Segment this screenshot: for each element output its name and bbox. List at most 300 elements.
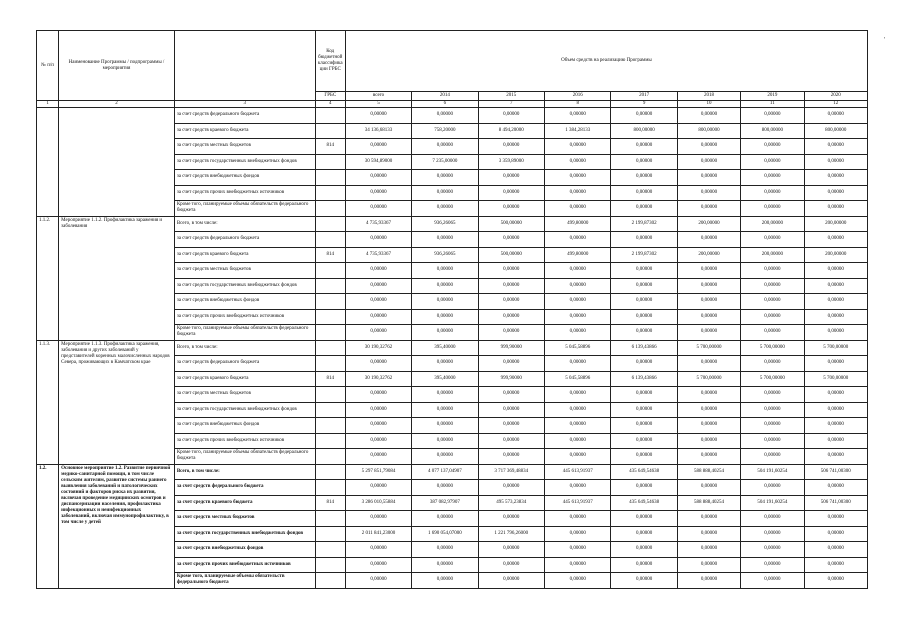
item-description: Мероприятие 1.1.2. Профилактика заражения и заболевания	[59, 216, 175, 340]
year-value: 0,00000	[412, 387, 478, 403]
year-value: 0,00000	[804, 185, 867, 201]
year-value: 0,00000	[545, 154, 611, 170]
table-body	[37, 108, 868, 589]
year-value: 0,00000	[677, 402, 740, 418]
year-value: 0,00000	[677, 449, 740, 465]
year-value: 0,00000	[611, 232, 677, 248]
year-value: 999,90000	[478, 340, 544, 356]
year-value: 0,00000	[677, 154, 740, 170]
year-value: 0,00000	[611, 573, 677, 589]
year-value: 435 649,54638	[611, 464, 677, 480]
year-value: 0,00000	[545, 170, 611, 186]
total-value: 0,00000	[345, 278, 411, 294]
column-number: 11	[741, 101, 804, 108]
year-value: 0,00000	[611, 278, 677, 294]
year-value: 500,00000	[478, 216, 544, 232]
year-value: 0,00000	[478, 139, 544, 155]
year-value: 8 494,20000	[478, 123, 544, 139]
year-value: 0,00000	[741, 573, 804, 589]
year-value: 200,00000	[804, 216, 867, 232]
budget-code	[315, 216, 345, 232]
year-value: 0,00000	[611, 402, 677, 418]
total-value: 0,00000	[345, 185, 411, 201]
column-number: 6	[412, 101, 478, 108]
year-value: 0,00000	[677, 201, 740, 217]
year-value: 0,00000	[545, 526, 611, 542]
year-value: 0,00000	[545, 573, 611, 589]
year-value: 0,00000	[611, 542, 677, 558]
year-value: 0,00000	[804, 480, 867, 496]
year-value: 0,00000	[412, 108, 478, 124]
column-number: 8	[545, 101, 611, 108]
funding-source: за счет средств государственных внебюджетных фондов	[174, 278, 315, 294]
year-value: 2 199,87302	[611, 247, 677, 263]
year-value: 0,00000	[478, 309, 544, 325]
year-value: 5 700,00000	[741, 371, 804, 387]
year-value: 0,00000	[804, 573, 867, 589]
column-number: 2	[59, 101, 175, 108]
total-value: 0,00000	[345, 356, 411, 372]
funding-source: за счет средств прочих внебюджетных источников	[174, 185, 315, 201]
year-value: 0,00000	[611, 263, 677, 279]
header-num: № п/п	[37, 31, 59, 101]
total-value: 0,00000	[345, 449, 411, 465]
year-value: 0,00000	[611, 108, 677, 124]
year-value: 0,00000	[677, 263, 740, 279]
total-value: 0,00000	[345, 402, 411, 418]
year-value: 0,00000	[412, 263, 478, 279]
budget-code	[315, 526, 345, 542]
item-number: 1.1.2.	[37, 216, 59, 340]
budget-code	[315, 418, 345, 434]
year-value: 0,00000	[478, 232, 544, 248]
year-value: 0,00000	[545, 185, 611, 201]
year-value: 0,00000	[478, 185, 544, 201]
header-source	[174, 31, 315, 101]
header-year: 2015	[478, 92, 544, 101]
item-number: 1.2.	[37, 464, 59, 588]
column-number: 4	[315, 101, 345, 108]
year-value: 0,00000	[677, 232, 740, 248]
budget-code	[315, 325, 345, 341]
year-value: 0,00000	[677, 433, 740, 449]
year-value: 0,00000	[478, 433, 544, 449]
year-value: 0,00000	[804, 201, 867, 217]
table-row	[37, 464, 868, 480]
year-value: 1 690 054,07000	[412, 526, 478, 542]
funding-source: за счет средств внебюджетных фондов	[174, 542, 315, 558]
budget-code	[315, 263, 345, 279]
year-value: 0,00000	[804, 278, 867, 294]
item-description	[59, 108, 175, 217]
year-value: 0,00000	[804, 263, 867, 279]
year-value: 0,00000	[741, 309, 804, 325]
year-value: 0,00000	[741, 170, 804, 186]
year-value: 0,00000	[545, 278, 611, 294]
funding-source: за счет средств внебюджетных фондов	[174, 294, 315, 310]
funding-source: за счет средств местных бюджетов	[174, 387, 315, 403]
total-value: 0,00000	[345, 387, 411, 403]
year-value: 0,00000	[741, 263, 804, 279]
year-value: 0,00000	[677, 185, 740, 201]
funding-source: за счет средств государственных внебюджетных фондов	[174, 526, 315, 542]
budget-code	[315, 309, 345, 325]
year-value: 499,80000	[545, 216, 611, 232]
year-value: 0,00000	[412, 433, 478, 449]
year-value: 200,00000	[677, 216, 740, 232]
year-value: 7 235,00000	[412, 154, 478, 170]
year-value: 0,00000	[611, 433, 677, 449]
year-value: 0,00000	[741, 480, 804, 496]
year-value: 0,00000	[741, 201, 804, 217]
year-value: 395,40000	[412, 340, 478, 356]
header-year: 2016	[545, 92, 611, 101]
year-value: 0,00000	[804, 232, 867, 248]
year-value: 0,00000	[741, 511, 804, 527]
year-value: 495 573,23834	[478, 495, 544, 511]
year-value: 0,00000	[611, 185, 677, 201]
year-value: 0,00000	[804, 433, 867, 449]
year-value: 0,00000	[545, 418, 611, 434]
year-value: 0,00000	[741, 542, 804, 558]
year-value: 0,00000	[412, 325, 478, 341]
year-value: 0,00000	[611, 526, 677, 542]
year-value: 0,00000	[804, 542, 867, 558]
year-value: 0,00000	[677, 526, 740, 542]
header-volume: Объем средств на реализацию Программы	[345, 31, 867, 92]
total-value: 30 594,89000	[345, 154, 411, 170]
budget-code	[315, 232, 345, 248]
funding-source: за счет средств прочих внебюджетных источников	[174, 309, 315, 325]
year-value: 506 741,00300	[804, 495, 867, 511]
year-value: 0,00000	[677, 356, 740, 372]
year-value: 0,00000	[804, 139, 867, 155]
year-value: 0,00000	[611, 557, 677, 573]
year-value: 0,00000	[478, 170, 544, 186]
year-value: 0,00000	[741, 154, 804, 170]
year-value: 0,00000	[804, 294, 867, 310]
budget-code	[315, 201, 345, 217]
year-value: 0,00000	[545, 108, 611, 124]
column-number: 10	[677, 101, 740, 108]
funding-source: за счет средств федерального бюджета	[174, 480, 315, 496]
year-value: 0,00000	[677, 325, 740, 341]
year-value: 0,00000	[545, 139, 611, 155]
total-value: 0,00000	[345, 557, 411, 573]
year-value: 0,00000	[545, 557, 611, 573]
year-value: 0,00000	[611, 170, 677, 186]
year-value: 0,00000	[677, 557, 740, 573]
year-value: 2 199,87302	[611, 216, 677, 232]
year-value: 0,00000	[611, 480, 677, 496]
year-value: 0,00000	[478, 542, 544, 558]
total-value: 0,00000	[345, 511, 411, 527]
funding-source: за счет средств государственных внебюджетных фондов	[174, 154, 315, 170]
year-value: 0,00000	[412, 232, 478, 248]
year-value: 0,00000	[545, 511, 611, 527]
corner-mark: '	[884, 36, 886, 44]
funding-source: за счет средств краевого бюджета	[174, 123, 315, 139]
year-value: 0,00000	[677, 139, 740, 155]
year-value: 0,00000	[412, 480, 478, 496]
year-value: 0,00000	[412, 185, 478, 201]
year-value: 200,00000	[741, 247, 804, 263]
year-value: 0,00000	[741, 449, 804, 465]
year-value: 0,00000	[741, 108, 804, 124]
budget-code	[315, 402, 345, 418]
year-value: 0,00000	[741, 418, 804, 434]
budget-code	[315, 123, 345, 139]
year-value: 0,00000	[677, 278, 740, 294]
year-value: 445 613,91937	[545, 495, 611, 511]
total-value: 4 735,93367	[345, 216, 411, 232]
year-value: 0,00000	[478, 294, 544, 310]
funding-source: за счет средств местных бюджетов	[174, 511, 315, 527]
year-value: 0,00000	[611, 309, 677, 325]
year-value: 0,00000	[677, 418, 740, 434]
budget-code	[315, 278, 345, 294]
budget-code	[315, 108, 345, 124]
funding-source: Всего, в том числе:	[174, 340, 315, 356]
year-value: 0,00000	[804, 402, 867, 418]
budget-code	[315, 340, 345, 356]
year-value: 0,00000	[804, 325, 867, 341]
funding-source: за счет средств федерального бюджета	[174, 232, 315, 248]
budget-table-page	[36, 30, 868, 589]
year-value: 0,00000	[741, 526, 804, 542]
year-value: 0,00000	[478, 480, 544, 496]
year-value: 0,00000	[611, 139, 677, 155]
year-value: 800,00000	[677, 123, 740, 139]
year-value: 800,00000	[804, 123, 867, 139]
year-value: 0,00000	[545, 309, 611, 325]
year-value: 0,00000	[611, 325, 677, 341]
year-value: 5 700,00000	[677, 371, 740, 387]
year-value: 0,00000	[804, 526, 867, 542]
total-value: 0,00000	[345, 263, 411, 279]
year-value: 4 077 137,04907	[412, 464, 478, 480]
year-value: 0,00000	[677, 573, 740, 589]
header-name: Наименование Программы / подпрограммы / мероприятия	[59, 31, 175, 101]
year-value: 0,00000	[545, 433, 611, 449]
year-value: 0,00000	[478, 201, 544, 217]
column-number: 3	[174, 101, 315, 108]
year-value: 200,00000	[677, 247, 740, 263]
total-value: 0,00000	[345, 542, 411, 558]
year-value: 0,00000	[677, 511, 740, 527]
total-value: 0,00000	[345, 139, 411, 155]
year-value: 999,90000	[478, 371, 544, 387]
year-value: 0,00000	[741, 232, 804, 248]
total-value: 4 735,93367	[345, 247, 411, 263]
total-value: 2 011 841,23000	[345, 526, 411, 542]
year-value: 0,00000	[545, 201, 611, 217]
header-total: всего	[345, 92, 411, 101]
column-number: 1	[37, 101, 59, 108]
funding-source: Кроме того, планируемые объемы обязательств федерального бюджета	[174, 449, 315, 465]
year-value: 0,00000	[412, 542, 478, 558]
funding-source: Всего, в том числе:	[174, 216, 315, 232]
year-value: 0,00000	[677, 309, 740, 325]
year-value: 5 700,00000	[677, 340, 740, 356]
year-value: 0,00000	[677, 542, 740, 558]
year-value: 5 700,00000	[741, 340, 804, 356]
total-value: 0,00000	[345, 480, 411, 496]
year-value: 504 191,60254	[741, 495, 804, 511]
year-value: 0,00000	[611, 294, 677, 310]
year-value: 0,00000	[741, 387, 804, 403]
year-value: 0,00000	[478, 511, 544, 527]
year-value: 200,00000	[741, 216, 804, 232]
year-value: 588 888,40254	[677, 495, 740, 511]
funding-source: за счет средств местных бюджетов	[174, 263, 315, 279]
year-value: 0,00000	[478, 573, 544, 589]
year-value: 0,00000	[412, 139, 478, 155]
funding-source: Кроме того, планируемые объемы обязательств федерального бюджета	[174, 325, 315, 341]
header-year: 2018	[677, 92, 740, 101]
year-value: 758,20000	[412, 123, 478, 139]
year-value: 0,00000	[804, 418, 867, 434]
year-value: 6 139,43866	[611, 371, 677, 387]
total-value: 0,00000	[345, 309, 411, 325]
budget-code	[315, 542, 345, 558]
year-value: 5 045,58896	[545, 340, 611, 356]
budget-code	[315, 557, 345, 573]
year-value: 0,00000	[677, 387, 740, 403]
total-value: 0,00000	[345, 573, 411, 589]
year-value: 0,00000	[611, 356, 677, 372]
year-value: 0,00000	[677, 170, 740, 186]
year-value: 0,00000	[611, 387, 677, 403]
year-value: 936,26065	[412, 216, 478, 232]
year-value: 0,00000	[412, 511, 478, 527]
year-value: 588 888,40254	[677, 464, 740, 480]
budget-code	[315, 294, 345, 310]
header-code-sub: ГРБС	[315, 92, 345, 101]
budget-code	[315, 387, 345, 403]
budget-code	[315, 154, 345, 170]
year-value: 0,00000	[804, 356, 867, 372]
column-number: 5	[345, 101, 411, 108]
budget-code	[315, 573, 345, 589]
year-value: 5 700,00000	[804, 340, 867, 356]
year-value: 0,00000	[412, 402, 478, 418]
year-value: 0,00000	[412, 356, 478, 372]
year-value: 0,00000	[412, 418, 478, 434]
year-value: 0,00000	[412, 294, 478, 310]
item-description: Основное мероприятие 1.2. Развитие первичной медико-санитарной помощи, в том числе сельским жителям, развитие системы раннего выявления заболеваний и патологических состояний и факторов риска их развития, включая проведение медицинских осмотров и диспансеризации населения, профилактика инфекционных и неинфекционных заболеваний, включая иммунопрофилактику, в том числе у детей	[59, 464, 175, 588]
item-number	[37, 108, 59, 217]
header-year: 2019	[741, 92, 804, 101]
year-value: 0,00000	[478, 418, 544, 434]
header-year: 2020	[804, 92, 867, 101]
funding-source: за счет средств краевого бюджета	[174, 371, 315, 387]
year-value: 5 700,00000	[804, 371, 867, 387]
year-value: 395,40000	[412, 371, 478, 387]
header-code: Код бюджетной классификации ГРБС	[315, 31, 345, 92]
year-value: 0,00000	[741, 278, 804, 294]
funding-source: Кроме того, планируемые объемы обязательств федерального бюджета	[174, 573, 315, 589]
year-value: 0,00000	[478, 278, 544, 294]
year-value: 0,00000	[545, 263, 611, 279]
year-value: 0,00000	[412, 278, 478, 294]
year-value: 0,00000	[545, 356, 611, 372]
funding-source: за счет средств прочих внебюджетных источников	[174, 557, 315, 573]
funding-source: за счет средств местных бюджетов	[174, 139, 315, 155]
total-value: 0,00000	[345, 418, 411, 434]
year-value: 387 082,97907	[412, 495, 478, 511]
budget-code: 814	[315, 495, 345, 511]
column-number: 7	[478, 101, 544, 108]
year-value: 0,00000	[677, 108, 740, 124]
total-value: 3 286 010,55884	[345, 495, 411, 511]
year-value: 0,00000	[478, 449, 544, 465]
year-value: 0,00000	[804, 108, 867, 124]
year-value: 0,00000	[741, 325, 804, 341]
year-value: 0,00000	[611, 154, 677, 170]
year-value: 445 613,91937	[545, 464, 611, 480]
year-value: 0,00000	[412, 449, 478, 465]
total-value: 0,00000	[345, 433, 411, 449]
funding-source: за счет средств краевого бюджета	[174, 495, 315, 511]
funding-source: за счет средств государственных внебюджетных фондов	[174, 402, 315, 418]
year-value: 0,00000	[478, 557, 544, 573]
year-value: 0,00000	[741, 402, 804, 418]
year-value: 0,00000	[804, 511, 867, 527]
funding-source: за счет средств внебюджетных фондов	[174, 418, 315, 434]
year-value: 1 221 796,26000	[478, 526, 544, 542]
year-value: 0,00000	[545, 325, 611, 341]
year-value: 0,00000	[545, 232, 611, 248]
column-number: 9	[611, 101, 677, 108]
funding-source: Кроме того, планируемые объемы обязательств федерального бюджета	[174, 201, 315, 217]
total-value: 0,00000	[345, 232, 411, 248]
year-value: 6 139,43866	[611, 340, 677, 356]
year-value: 0,00000	[545, 480, 611, 496]
year-value: 0,00000	[677, 294, 740, 310]
funding-source: за счет средств федерального бюджета	[174, 108, 315, 124]
year-value: 0,00000	[545, 387, 611, 403]
year-value: 3 717 369,48834	[478, 464, 544, 480]
year-value: 0,00000	[804, 557, 867, 573]
budget-code	[315, 170, 345, 186]
year-value: 506 741,00300	[804, 464, 867, 480]
year-value: 800,00000	[741, 123, 804, 139]
funding-source: за счет средств краевого бюджета	[174, 247, 315, 263]
total-value: 34 136,68133	[345, 123, 411, 139]
budget-code	[315, 464, 345, 480]
total-value: 5 297 851,79084	[345, 464, 411, 480]
year-value: 0,00000	[611, 201, 677, 217]
total-value: 0,00000	[345, 325, 411, 341]
item-number: 1.1.3.	[37, 340, 59, 464]
year-value: 435 649,54638	[611, 495, 677, 511]
column-number: 12	[804, 101, 867, 108]
year-value: 0,00000	[412, 170, 478, 186]
budget-code	[315, 356, 345, 372]
year-value: 0,00000	[478, 387, 544, 403]
funding-source: Всего, в том числе:	[174, 464, 315, 480]
year-value: 0,00000	[741, 139, 804, 155]
year-value: 0,00000	[741, 294, 804, 310]
year-value: 0,00000	[677, 480, 740, 496]
table-row	[37, 216, 868, 232]
year-value: 0,00000	[545, 542, 611, 558]
total-value: 0,00000	[345, 108, 411, 124]
year-value: 500,00000	[478, 247, 544, 263]
total-value: 30 190,32762	[345, 340, 411, 356]
budget-code	[315, 511, 345, 527]
